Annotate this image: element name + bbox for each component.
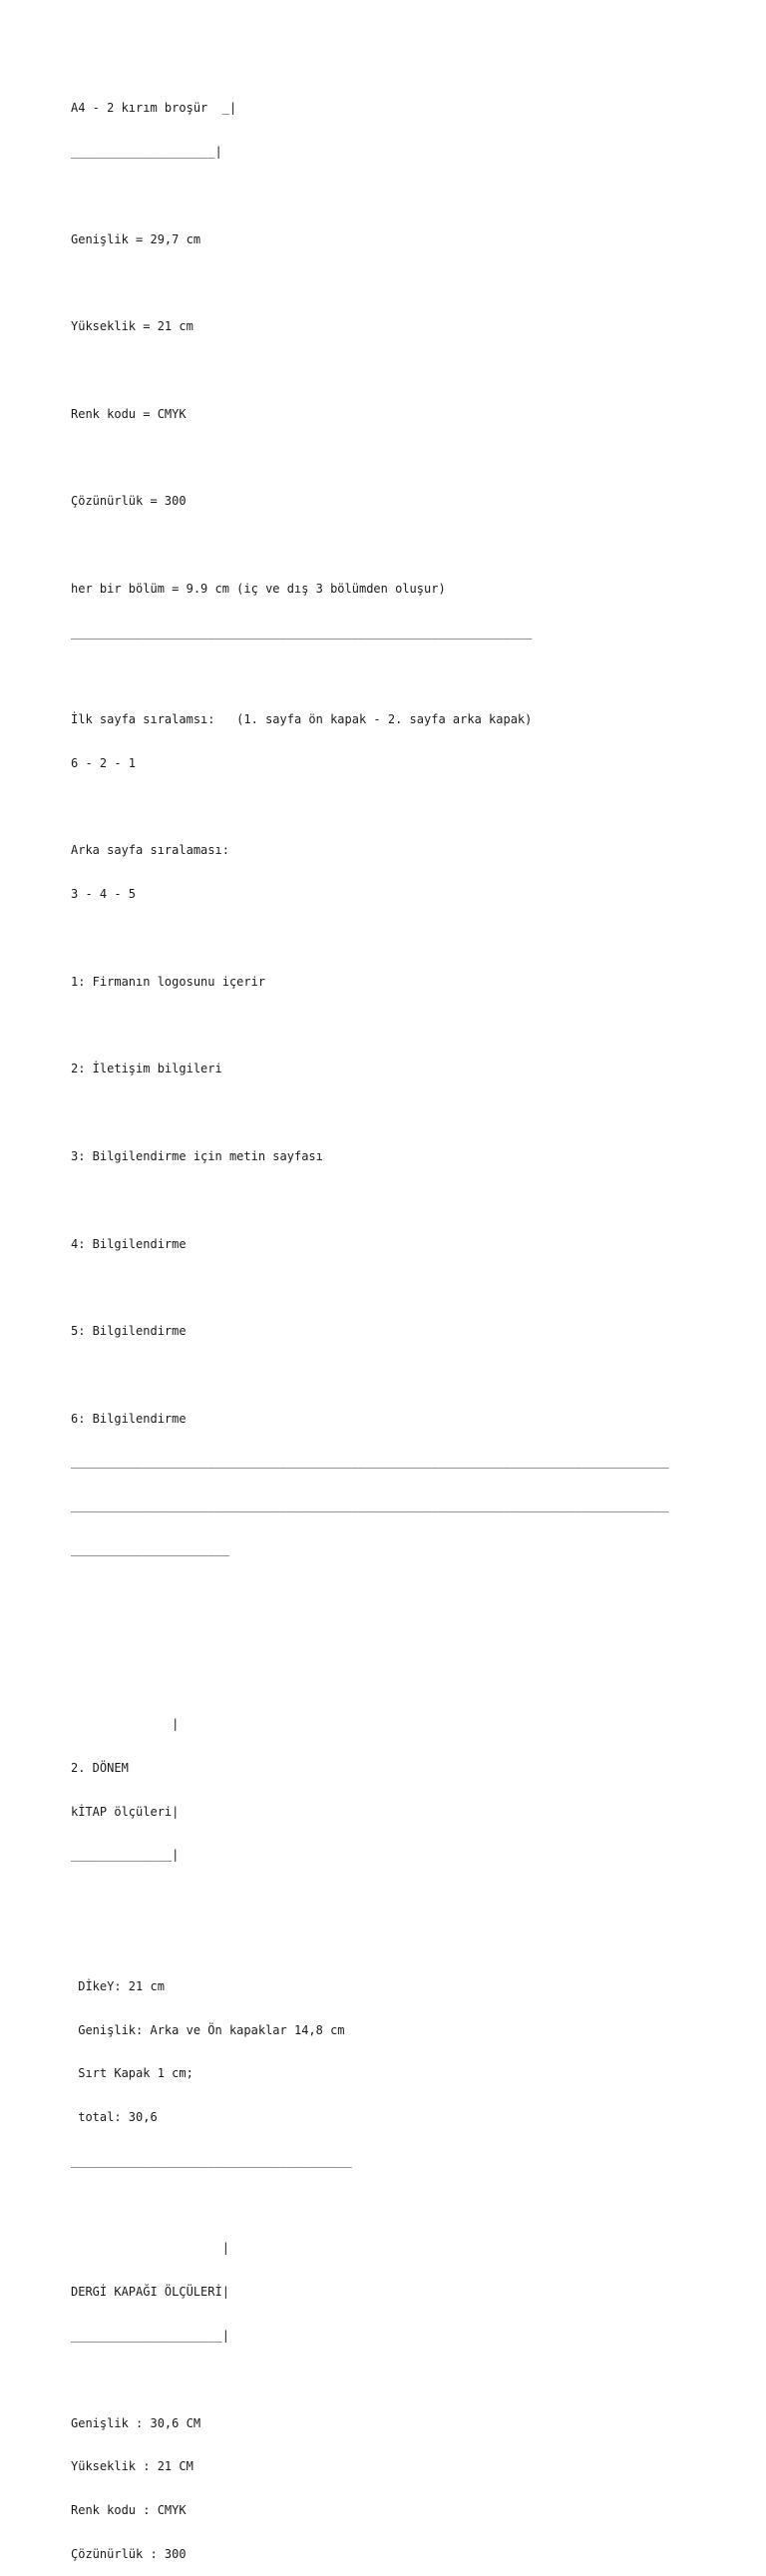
blank-line — [71, 2372, 709, 2387]
heading-underline: ______________| — [71, 1848, 180, 1863]
box-top-edge: | — [71, 2241, 229, 2256]
blank-line — [71, 1892, 709, 1907]
magazine-height-spec: Yükseklik : 21 CM — [71, 2459, 193, 2474]
blank-line — [71, 363, 709, 378]
book-width-spec: Genişlik: Arka ve Ön kapaklar 14,8 cm — [71, 2022, 345, 2037]
magazine-width-spec: Genişlik : 30,6 CM — [71, 2415, 201, 2430]
color-code-spec: Renk kodu = CMYK — [71, 406, 187, 421]
blank-line — [71, 1019, 709, 1034]
divider-line: ___________________________________________________________________________________ — [71, 1455, 669, 1470]
blank-line — [71, 931, 709, 946]
blank-line — [71, 1935, 709, 1950]
book-total-spec: total: 30,6 — [71, 2110, 158, 2125]
panel-2-desc: 2: İletişim bilgileri — [71, 1062, 222, 1076]
blank-line — [71, 1586, 709, 1601]
back-page-order: 3 - 4 - 5 — [71, 887, 137, 902]
panel-1-desc: 1: Firmanın logosunu içerir — [71, 974, 266, 989]
magazine-color-spec: Renk kodu : CMYK — [71, 2503, 187, 2518]
height-spec: Yükseklik = 21 cm — [71, 319, 193, 334]
panel-3-desc: 3: Bilgilendirme için metin sayfası — [71, 1148, 323, 1163]
first-page-order-label: İlk sayfa sıralamsı: (1. sayfa ön kapak - 2. sayfa arka kapak) — [71, 712, 533, 727]
blank-line — [71, 275, 709, 290]
box-top-edge: | — [71, 1717, 180, 1732]
back-page-order-label: Arka sayfa sıralaması: — [71, 843, 229, 858]
heading-underline: _____________________| — [71, 2329, 229, 2344]
divider-line: _______________________________________ — [71, 2153, 352, 2168]
blank-line — [71, 1630, 709, 1645]
panel-5-desc: 5: Bilgilendirme — [71, 1324, 187, 1339]
title-underline: ____________________| — [71, 144, 222, 159]
blank-line — [71, 1673, 709, 1688]
blank-line — [71, 189, 709, 204]
blank-line — [71, 1368, 709, 1383]
blank-line — [71, 1280, 709, 1295]
panel-4-desc: 4: Bilgilendirme — [71, 1236, 187, 1251]
divider-line: ______________________ — [71, 1541, 229, 1556]
divider-line: ___________________________________________________________________________________ — [71, 1499, 669, 1513]
section-width-spec: her bir bölüm = 9.9 cm (iç ve dış 3 bölümden oluşur) — [71, 581, 446, 596]
panel-6-desc: 6: Bilgilendirme — [71, 1411, 187, 1426]
blank-line — [71, 800, 709, 815]
width-spec: Genişlik = 29,7 cm — [71, 231, 201, 246]
first-page-order: 6 - 2 - 1 — [71, 755, 137, 770]
resolution-spec: Çözünürlük = 300 — [71, 494, 187, 509]
blank-line — [71, 1105, 709, 1120]
book-spine-spec: Sırt Kapak 1 cm; — [71, 2066, 193, 2081]
book-vertical-spec: DİkeY: 21 cm — [71, 1978, 165, 1993]
magazine-resolution-spec: Çözünürlük : 300 — [71, 2546, 187, 2561]
blank-line — [71, 2198, 709, 2213]
book-size-heading: kİTAP ölçüleri| — [71, 1804, 180, 1819]
brochure-title: A4 - 2 kırım broşür _| — [71, 101, 237, 116]
document-body — [71, 72, 709, 2576]
magazine-cover-heading: DERGİ KAPAĞI ÖLÇÜLERİ| — [71, 2285, 229, 2300]
blank-line — [71, 668, 709, 683]
blank-line — [71, 538, 709, 553]
blank-line — [71, 450, 709, 465]
period-heading: 2. DÖNEM — [71, 1760, 129, 1775]
divider-line: ________________________________________________________________ — [71, 625, 533, 640]
blank-line — [71, 1193, 709, 1208]
